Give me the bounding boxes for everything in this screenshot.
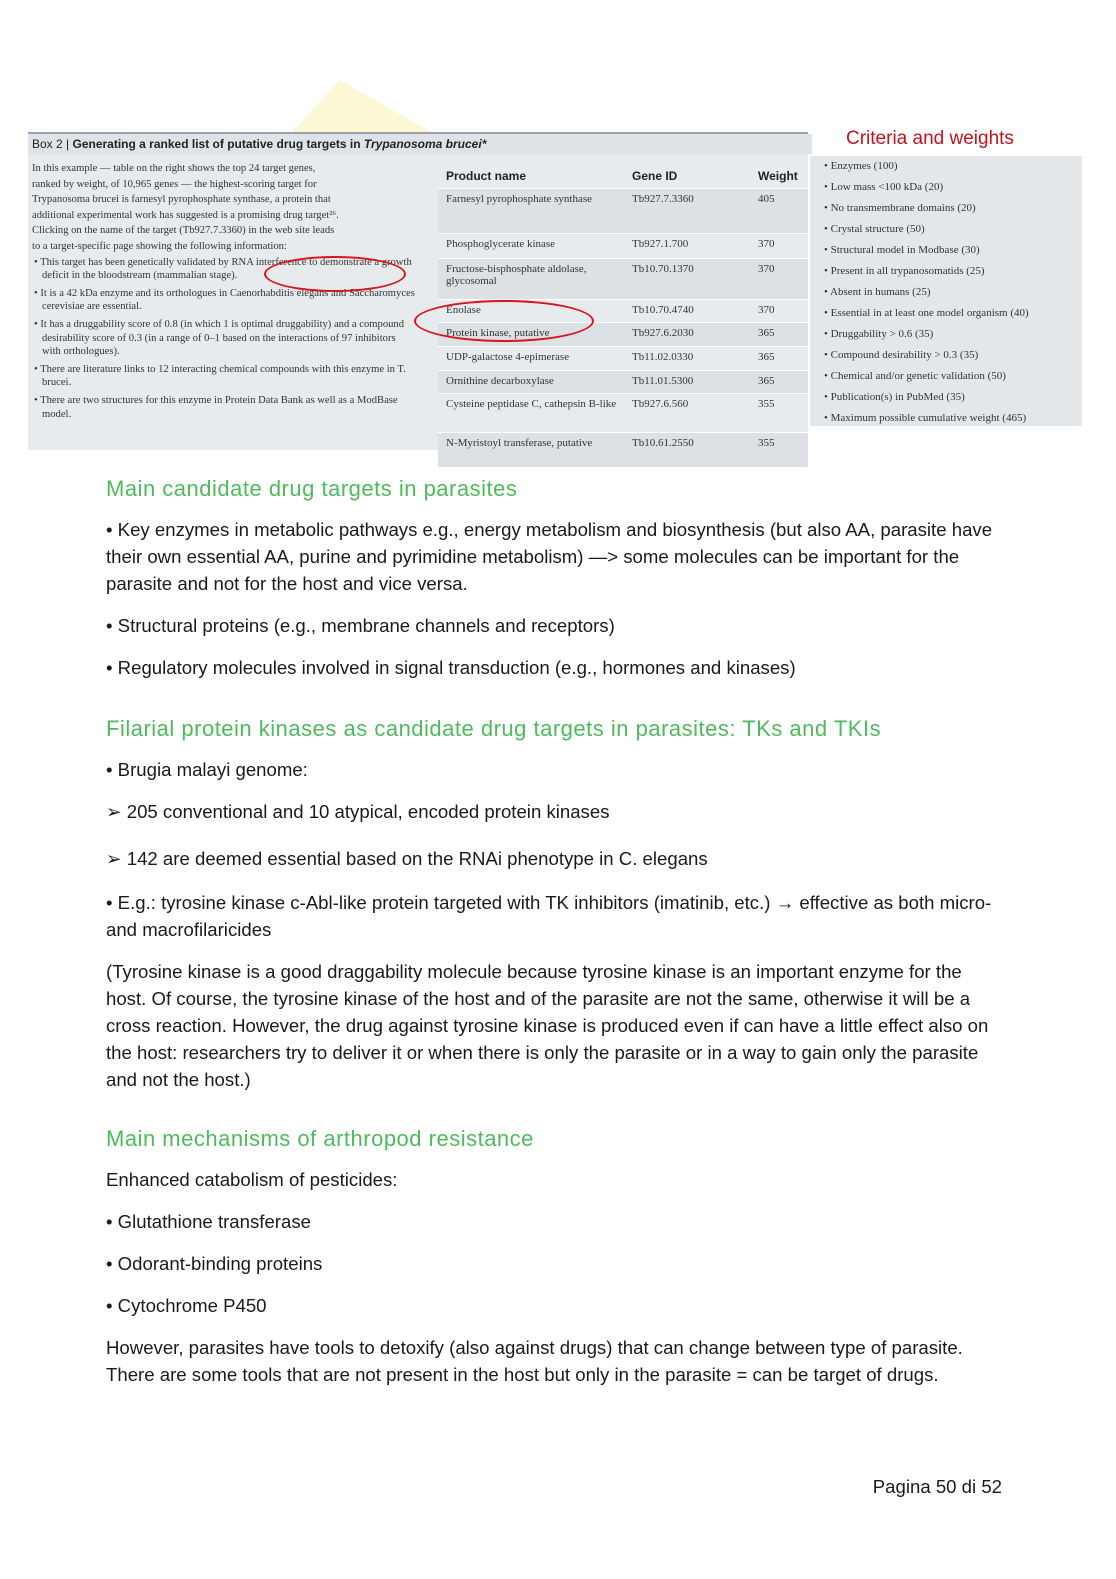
criteria-list	[810, 156, 1082, 426]
cell-gene-id: Tb927.6.560	[632, 398, 689, 410]
paragraph: • E.g.: tyrosine kinase c-Abl-like protein targeted with TK inhibitors (imatinib, etc.) → effective as both micro- and macrofilaricides	[106, 892, 992, 940]
intro-line: additional experimental work has suggested is a promising drug target²⁶.	[32, 209, 339, 221]
paragraph: Enhanced catabolism of pesticides:	[106, 1169, 398, 1190]
section-title: Main candidate drug targets in parasites	[106, 476, 518, 501]
cell-product: UDP-galactose 4-epimerase	[446, 351, 570, 363]
paragraph: • Structural proteins (e.g., membrane channels and receptors)	[106, 615, 615, 636]
page-number: Pagina 50 di 52	[872, 1476, 1002, 1497]
box-description	[32, 162, 416, 425]
cell-weight: 365	[758, 351, 775, 363]
box-bullet: • It has a druggability score of 0.8 (in which 1 is optimal druggability) and a compound desirability score of 0.3 (in a range of 0–1 based on the interactions of 97 inhibitors with orthologues).	[34, 318, 405, 358]
paragraph: • Brugia malayi genome:	[106, 759, 308, 780]
paragraph: • Regulatory molecules involved in signal transduction (e.g., hormones and kinases)	[106, 657, 796, 678]
criteria-item: • Chemical and/or genetic validation (50)	[824, 370, 1006, 382]
cell-weight: 365	[758, 375, 775, 387]
intro-line: Trypanosoma brucei is farnesyl pyrophosphate synthase, a protein that	[32, 194, 331, 206]
criteria-item: • Publication(s) in PubMed (35)	[824, 391, 965, 403]
intro-line: to a target-specific page showing the following information:	[32, 240, 287, 252]
criteria-item: • Compound desirability > 0.3 (35)	[824, 349, 979, 361]
cell-product: Phosphoglycerate kinase	[446, 238, 556, 250]
cell-weight: 370	[758, 263, 775, 275]
criteria-item: • Maximum possible cumulative weight (465)	[824, 412, 1027, 424]
box-bullet: • It is a 42 kDa enzyme and its orthologues in Caenorhabditis elegans and Saccharomyces cerevisiae are essential.	[34, 287, 415, 313]
criteria-item: • Enzymes (100)	[824, 160, 898, 172]
highlight-ellipse-mammalian-stage	[264, 256, 406, 292]
paragraph: • Glutathione transferase	[106, 1211, 311, 1232]
paragraph: ➢ 142 are deemed essential based on the RNAi phenotype in C. elegans	[106, 848, 708, 869]
cell-product: N-Myristoyl transferase, putative	[446, 437, 593, 449]
cell-product: Enolase	[446, 304, 481, 316]
box-title-italic: Trypanosoma brucei*	[363, 137, 487, 151]
figure-drug-targets	[28, 128, 1090, 448]
cell-weight: 370	[758, 238, 775, 250]
cell-product: Cysteine peptidase C, cathepsin B-like	[446, 398, 617, 410]
box-bullet: • There are literature links to 12 interacting chemical compounds with this enzyme in T. brucei.	[34, 363, 406, 389]
paragraph: • Odorant-binding proteins	[106, 1253, 323, 1274]
criteria-item: • Essential in at least one model organism (40)	[824, 307, 1029, 319]
cell-gene-id: Tb927.1.700	[632, 238, 689, 250]
cell-product: Fructose-bisphosphate aldolase, glycosomal	[446, 263, 587, 287]
table-header	[438, 164, 808, 188]
box-bullet: • This target has been genetically validated by RNA interference to demonstrate a growth deficit in the bloodstream (mammalian stage).	[34, 256, 412, 282]
table-row	[438, 393, 808, 432]
paragraph: (Tyrosine kinase is a good draggability molecule because tyrosine kinase is an important enzyme for the host. Of course, the tyrosine kinase of the host and of the parasite are not the same, otherwise it will be a cross reaction. However, the drug against tyrosine kinase is produced even if can have a little effect also on the host: researchers try to deliver it or when there is only the parasite or in a way to gain only the parasite and not the host.)	[106, 961, 989, 1090]
cell-weight: 370	[758, 304, 775, 316]
cell-product: Farnesyl pyrophosphate synthase	[446, 193, 593, 205]
header-weight: Weight	[758, 169, 798, 183]
cell-gene-id: Tb10.70.4740	[632, 304, 694, 316]
cell-weight: 355	[758, 398, 775, 410]
highlight-ellipse-protein-kinase	[414, 300, 594, 342]
criteria-title: Criteria and weights	[846, 128, 1014, 149]
cell-product: Ornithine decarboxylase	[446, 375, 554, 387]
cell-gene-id: Tb11.01.5300	[632, 375, 694, 387]
table-row	[438, 188, 808, 233]
main-text	[106, 476, 1006, 1403]
criteria-item: • Structural model in Modbase (30)	[824, 244, 980, 256]
cell-gene-id: Tb11.02.0330	[632, 351, 694, 363]
criteria-item: • Druggability > 0.6 (35)	[824, 328, 934, 340]
intro-line: Clicking on the name of the target (Tb927.7.3360) in the web site leads	[32, 225, 335, 237]
section-title: Filarial protein kinases as candidate drug targets in parasites: TKs and TKIs	[106, 716, 882, 741]
box-2	[28, 132, 808, 450]
intro-line: In this example — table on the right shows the top 24 target genes,	[32, 163, 316, 174]
cell-gene-id: Tb10.61.2550	[632, 437, 694, 449]
cell-product: Protein kinase, putative	[446, 327, 550, 339]
criteria-item: • Crystal structure (50)	[824, 223, 925, 235]
table-row	[438, 370, 808, 393]
paragraph: ➢ 205 conventional and 10 atypical, encoded protein kinases	[106, 801, 610, 822]
paragraph: • Cytochrome P450	[106, 1295, 267, 1316]
criteria-item: • Low mass <100 kDa (20)	[824, 181, 944, 193]
cell-gene-id: Tb927.7.3360	[632, 193, 694, 205]
paragraph: • Key enzymes in metabolic pathways e.g., energy metabolism and biosynthesis (but also AA, parasite have their own essential AA, purine and pyrimidine metabolism) —> some molecules can be important for the parasite and not for the host and vice versa.	[106, 519, 993, 594]
box-bullet: • There are two structures for this enzyme in Protein Data Bank as well as a ModBase model.	[34, 394, 398, 420]
box-title: Generating a ranked list of putative drug targets in	[72, 137, 364, 151]
box-label: Box 2 |	[32, 137, 70, 151]
cell-weight: 405	[758, 193, 775, 205]
criteria-item: • No transmembrane domains (20)	[824, 202, 976, 214]
criteria-item: • Absent in humans (25)	[824, 286, 931, 298]
table-row	[438, 346, 808, 370]
table-row	[438, 233, 808, 258]
box-header	[28, 134, 812, 154]
paragraph: However, parasites have tools to detoxify (also against drugs) that can change between type of parasite. There are some tools that are not present in the host but only in the parasite = can be target of drugs.	[106, 1337, 963, 1385]
cell-gene-id: Tb927.6.2030	[632, 327, 694, 339]
cell-weight: 365	[758, 327, 775, 339]
header-product-name: Product name	[446, 169, 527, 183]
table-row	[438, 258, 808, 299]
intro-line: ranked by weight, of 10,965 genes — the highest-scoring target for	[32, 178, 317, 190]
cell-weight: 355	[758, 437, 775, 449]
cell-gene-id: Tb10.70.1370	[632, 263, 694, 275]
criteria-item: • Present in all trypanosomatids (25)	[824, 265, 985, 277]
header-gene-id: Gene ID	[632, 169, 678, 183]
table-row	[438, 432, 808, 467]
section-title: Main mechanisms of arthropod resistance	[106, 1126, 534, 1151]
